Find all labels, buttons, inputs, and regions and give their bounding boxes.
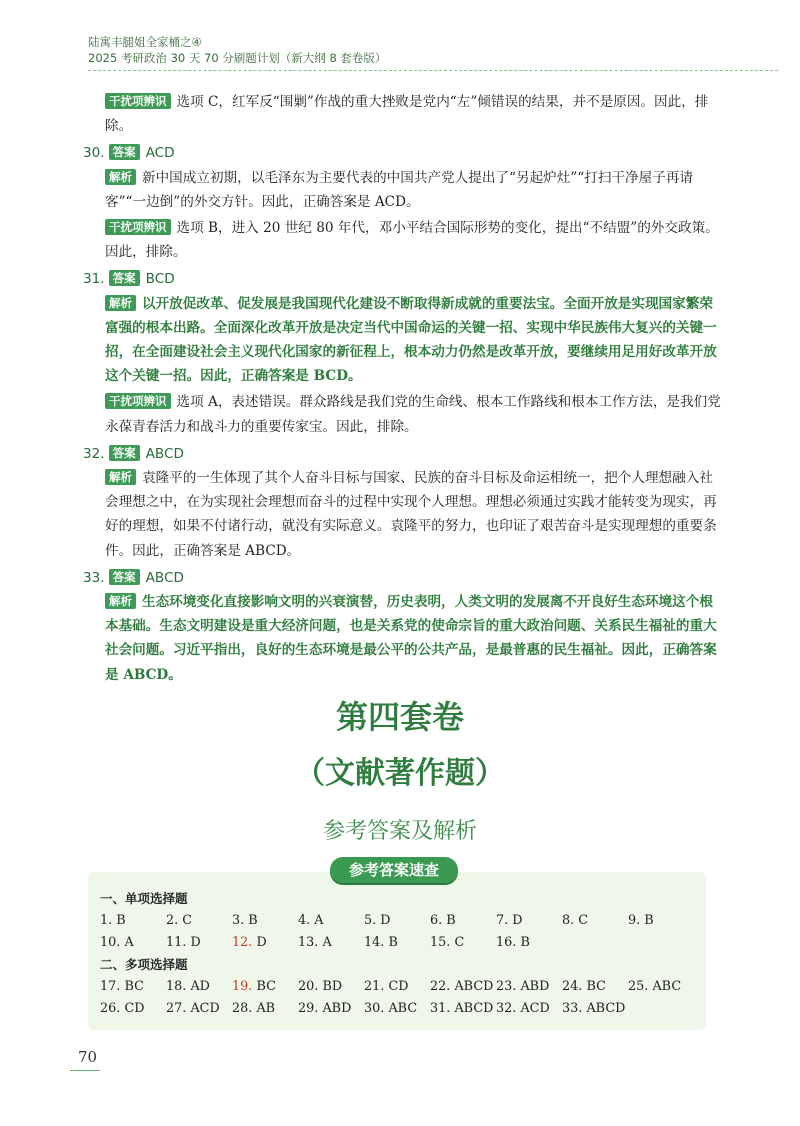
- answer-cell: [562, 910, 628, 932]
- answer-cell-number: 19.: [232, 979, 253, 994]
- answer-cell-value: BC: [256, 979, 276, 994]
- question-number: 32.: [83, 445, 105, 462]
- answer-cell-number: 21.: [364, 979, 385, 994]
- answer-cell-number: 2.: [166, 913, 179, 928]
- explanation-paragraph: [83, 90, 723, 138]
- answer-tag: 答案: [109, 445, 140, 461]
- answer-cell-number: 23.: [496, 979, 517, 994]
- explanation-text: 选项 C，红军反“围剿”作战的重大挫败是党内“左”倾错误的结果，并不是原因。因此，排除。: [105, 94, 709, 135]
- analysis-tag: 解析: [105, 169, 136, 185]
- answer-cell: [496, 998, 562, 1020]
- answer-cell-value: ABCD: [454, 979, 494, 994]
- answer-value: ABCD: [145, 445, 184, 462]
- single-choice-label: 一、单项选择题: [100, 891, 188, 906]
- series-title: 陆寓丰腿姐全家桶之④: [88, 35, 202, 49]
- answer-tag: 答案: [109, 569, 140, 585]
- explanation-text: 选项 A，表述错误。群众路线是我们党的生命线、根本工作路线和根本工作方法，是我们党永葆青春活力和战斗力的重要传家宝。因此，排除。: [105, 394, 721, 435]
- explanation-text: 袁隆平的一生体现了其个人奋斗目标与国家、民族的奋斗目标及命运相统一，把个人理想融入社会理想之中，在为实现社会理想而奋斗的过程中实现个人理想。理想必须通过实践才能转变为现实，再好的理想，如果不付诸行动，就没有实际意义。袁隆平的努力，也印证了艰苦奋斗是实现理想的重要条件。因此，正确答案是 ABCD。: [105, 470, 717, 559]
- answer-cell: [364, 910, 430, 932]
- answer-cell: [364, 998, 430, 1020]
- answer-cell: [166, 932, 232, 954]
- explanation-paragraph: [83, 466, 723, 563]
- answer-cell: [364, 932, 430, 954]
- answer-cell-value: ABD: [520, 979, 550, 994]
- explanation-paragraph: [83, 390, 723, 438]
- answer-cell: [496, 932, 562, 954]
- answer-tag: 答案: [109, 270, 140, 286]
- page-number: 70: [78, 1048, 98, 1066]
- answer-value: ABCD: [145, 569, 184, 586]
- distractor-tag: 干扰项辨识: [105, 219, 171, 235]
- answer-value: ACD: [145, 145, 175, 162]
- answer-cell: [100, 998, 166, 1020]
- answer-cell-number: 5.: [364, 913, 377, 928]
- explanation-text: 以开放促改革、促发展是我国现代化建设不断取得新成就的重要法宝。全面开放是实现国家繁荣富强的根本出路。全面深化改革开放是决定当代中国命运的关键一招、实现中华民族伟大复兴的关键一招，在全面建设社会主义现代化国家的新征程上，根本动力仍然是改革开放，要继续用足用好改革开放这个关键一招。因此，正确答案是 BCD。: [105, 295, 717, 385]
- set-subtitle: （文献著作题）: [295, 756, 505, 791]
- answer-cell-value: C: [578, 913, 589, 928]
- answer-cell-value: D: [256, 935, 267, 950]
- answer-cell: [430, 910, 496, 932]
- question-answer-line: [83, 141, 723, 165]
- answer-cell: [496, 976, 562, 998]
- answer-cell-number: 9.: [628, 913, 641, 928]
- answer-cell: [496, 910, 562, 932]
- answer-cell-number: 15.: [430, 935, 451, 950]
- answer-cell-number: 27.: [166, 1001, 187, 1016]
- answer-cell-value: ABCD: [454, 1001, 494, 1016]
- answer-cell-number: 12.: [232, 935, 253, 950]
- answer-cell-number: 31.: [430, 1001, 451, 1016]
- answer-cell: [430, 932, 496, 954]
- single-choice-grid: [100, 910, 700, 954]
- answer-cell: [562, 976, 628, 998]
- answer-explanations: [83, 90, 723, 689]
- answer-cell-number: 25.: [628, 979, 649, 994]
- answer-cell-value: B: [248, 913, 258, 928]
- answer-cell-value: BD: [322, 979, 343, 994]
- analysis-tag: 解析: [105, 593, 136, 609]
- answer-cell: [232, 976, 298, 998]
- answer-cell: [562, 998, 628, 1020]
- answer-cell-number: 32.: [496, 1001, 517, 1016]
- answer-cell-number: 6.: [430, 913, 443, 928]
- answer-cell-value: ABCD: [586, 1001, 626, 1016]
- answer-cell-value: CD: [124, 1001, 145, 1016]
- answer-cell-value: AD: [190, 979, 210, 994]
- answer-cell: [364, 976, 430, 998]
- answer-cell-value: D: [380, 913, 391, 928]
- answer-cell: [232, 910, 298, 932]
- answer-cell-value: D: [512, 913, 523, 928]
- question-number: 33.: [83, 569, 105, 586]
- answer-cell-number: 11.: [166, 935, 187, 950]
- answer-cell: [298, 932, 364, 954]
- answer-cell-value: AB: [256, 1001, 276, 1016]
- multi-choice-grid: [100, 976, 700, 1020]
- question-answer-line: [83, 566, 723, 590]
- answer-cell-value: ACD: [520, 1001, 550, 1016]
- answer-cell: [232, 932, 298, 954]
- answer-cell-number: 1.: [100, 913, 113, 928]
- explanation-text: 新中国成立初期，以毛泽东为主要代表的中国共产党人提出了“另起炉灶”“打扫干净屋子再请客”“一边倒”的外交方针。因此，正确答案是 ACD。: [105, 169, 694, 210]
- answer-cell-number: 29.: [298, 1001, 319, 1016]
- answer-cell-value: B: [644, 913, 654, 928]
- answer-cell: [100, 910, 166, 932]
- answer-cell: [100, 932, 166, 954]
- answer-cell-value: B: [388, 935, 398, 950]
- answer-cell-value: ABC: [652, 979, 682, 994]
- page-number-rule: [70, 1070, 100, 1071]
- answer-cell-number: 22.: [430, 979, 451, 994]
- answer-cell-value: D: [190, 935, 201, 950]
- question-number: 31.: [83, 271, 105, 288]
- explanation-text: 选项 B，进入 20 世纪 80 年代，邓小平结合国际形势的变化，提出“不结盟”的外交政策。因此，排除。: [105, 220, 719, 261]
- answer-cell: [166, 998, 232, 1020]
- answer-cell-number: 8.: [562, 913, 575, 928]
- question-answer-line: [83, 267, 723, 291]
- answer-cell-value: B: [446, 913, 456, 928]
- answer-cell-number: 3.: [232, 913, 245, 928]
- distractor-tag: 干扰项辨识: [105, 93, 171, 109]
- answer-cell-number: 16.: [496, 935, 517, 950]
- page-header: [88, 34, 768, 71]
- answer-cell-number: 13.: [298, 935, 319, 950]
- answer-cell-number: 14.: [364, 935, 385, 950]
- answer-cell: [166, 976, 232, 998]
- answer-value: BCD: [145, 271, 175, 288]
- answer-cell-value: ACD: [190, 1001, 220, 1016]
- answer-cell: [628, 976, 694, 998]
- quick-answer-content: [100, 888, 700, 1020]
- answer-cell: [298, 976, 364, 998]
- distractor-tag: 干扰项辨识: [105, 393, 171, 409]
- explanation-paragraph: [83, 292, 723, 389]
- answer-cell-number: 4.: [298, 913, 311, 928]
- answer-cell-number: 33.: [562, 1001, 583, 1016]
- explanation-paragraph: [83, 216, 723, 264]
- answer-cell: [298, 998, 364, 1020]
- answer-cell-number: 17.: [100, 979, 121, 994]
- answer-cell-value: BC: [586, 979, 606, 994]
- answer-cell-number: 26.: [100, 1001, 121, 1016]
- answer-cell: [298, 910, 364, 932]
- answer-cell-value: A: [124, 935, 134, 950]
- answer-cell: [430, 998, 496, 1020]
- header-divider: [88, 70, 778, 71]
- answer-cell-value: ABC: [388, 1001, 418, 1016]
- answer-cell-number: 24.: [562, 979, 583, 994]
- answer-cell: [628, 910, 694, 932]
- answer-cell-number: 10.: [100, 935, 121, 950]
- explanation-text: 生态环境变化直接影响文明的兴衰演替，历史表明，人类文明的发展离不开良好生态环境这个根本基础。生态文明建设是重大经济问题，也是关系党的使命宗旨的重大政治问题、关系民生福祉的重大社会问题。习近平指出，良好的生态环境是最公平的公共产品，是最普惠的民生福祉。因此，正确答案是 ABCD。: [105, 594, 717, 683]
- set-title: 第四套卷: [335, 698, 464, 736]
- answer-cell: [166, 910, 232, 932]
- book-title: 2025 考研政治 30 天 70 分刷题计划（新大纲 8 套卷版）: [88, 51, 387, 65]
- analysis-tag: 解析: [105, 469, 136, 485]
- answer-cell-number: 30.: [364, 1001, 385, 1016]
- answer-cell-value: B: [520, 935, 530, 950]
- multi-choice-label: 二、多项选择题: [100, 957, 188, 972]
- analysis-tag: 解析: [105, 295, 136, 311]
- answer-cell: [100, 976, 166, 998]
- answer-cell-value: A: [322, 935, 332, 950]
- answer-cell-number: 7.: [496, 913, 509, 928]
- answer-cell-number: 18.: [166, 979, 187, 994]
- answer-cell-number: 28.: [232, 1001, 253, 1016]
- answer-cell-value: ABD: [322, 1001, 352, 1016]
- answer-cell-number: 20.: [298, 979, 319, 994]
- answer-cell-value: C: [182, 913, 193, 928]
- section-heading: 参考答案及解析: [322, 819, 477, 844]
- explanation-paragraph: [83, 590, 723, 687]
- quick-answer-badge: 参考答案速查: [330, 857, 458, 883]
- answer-cell-value: C: [454, 935, 465, 950]
- question-answer-line: [83, 442, 723, 466]
- answer-tag: 答案: [109, 144, 140, 160]
- answer-cell-value: BC: [124, 979, 144, 994]
- answer-cell-value: A: [314, 913, 324, 928]
- answer-cell: [430, 976, 496, 998]
- explanation-paragraph: [83, 166, 723, 214]
- question-number: 30.: [83, 145, 105, 162]
- answer-cell: [232, 998, 298, 1020]
- answer-cell-value: B: [116, 913, 126, 928]
- answer-cell-value: CD: [388, 979, 409, 994]
